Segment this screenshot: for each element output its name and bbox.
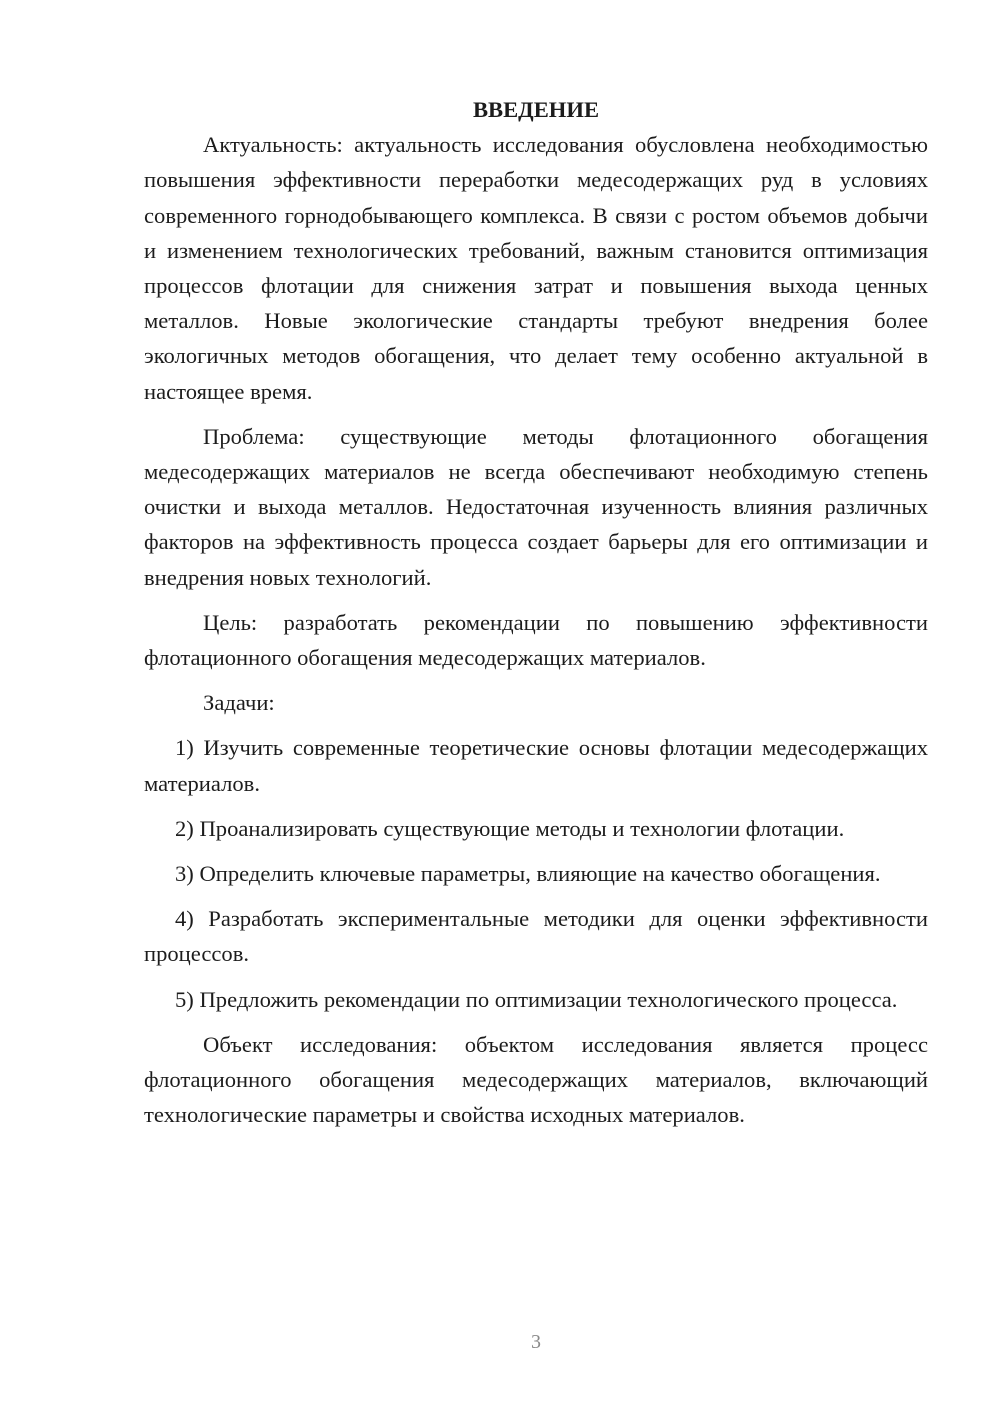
task-item: 5) Предложить рекомендации по оптимизации технологического процесса. <box>175 986 898 1012</box>
paragraph-problem: Проблема: существующие методы флотационного обогащения медесодержащих материалов не всегда обеспечивают необходимую степень очистки и выхода металлов. Недостаточная изученность влияния различных факторов на эффективность процесса создает барьеры для его оптимизации и внедрения новых технологий. <box>144 423 928 590</box>
task-item: 2) Проанализировать существующие методы и технологии флотации. <box>175 815 845 841</box>
page-number: 3 <box>531 1331 541 1353</box>
task-item: 3) Определить ключевые параметры, влияющие на качество обогащения. <box>175 861 881 887</box>
paragraph-relevance: Актуальность: актуальность исследования обусловлена необходимостью повышения эффективности переработки медесодержащих руд в условиях современного горнодобывающего комплекса. В связи с ростом объемов добычи и изменением технологических требований, важным становится оптимизация процессов флотации для снижения затрат и повышения выхода ценных металлов. Новые экологические стандарты требуют внедрения более экологичных методов обогащения, что делает тему особенно актуальной в настоящее время. <box>144 132 928 404</box>
section-title: ВВЕДЕНИЕ <box>472 97 600 122</box>
document-page <box>144 92 928 1132</box>
paragraph-goal: Цель: разработать рекомендации по повышению эффективности флотационного обогащения медесодержащих материалов. <box>144 609 928 671</box>
task-item: 1) Изучить современные теоретические основы флотации медесодержащих материалов. <box>144 735 928 796</box>
paragraph-object: Объект исследования: объектом исследования является процесс флотационного обогащения медесодержащих материалов, включающий технологические параметры и свойства исходных материалов. <box>144 1031 928 1128</box>
task-item: 4) Разработать экспериментальные методики для оценки эффективности процессов. <box>144 906 928 967</box>
tasks-heading: Задачи: <box>203 690 275 716</box>
